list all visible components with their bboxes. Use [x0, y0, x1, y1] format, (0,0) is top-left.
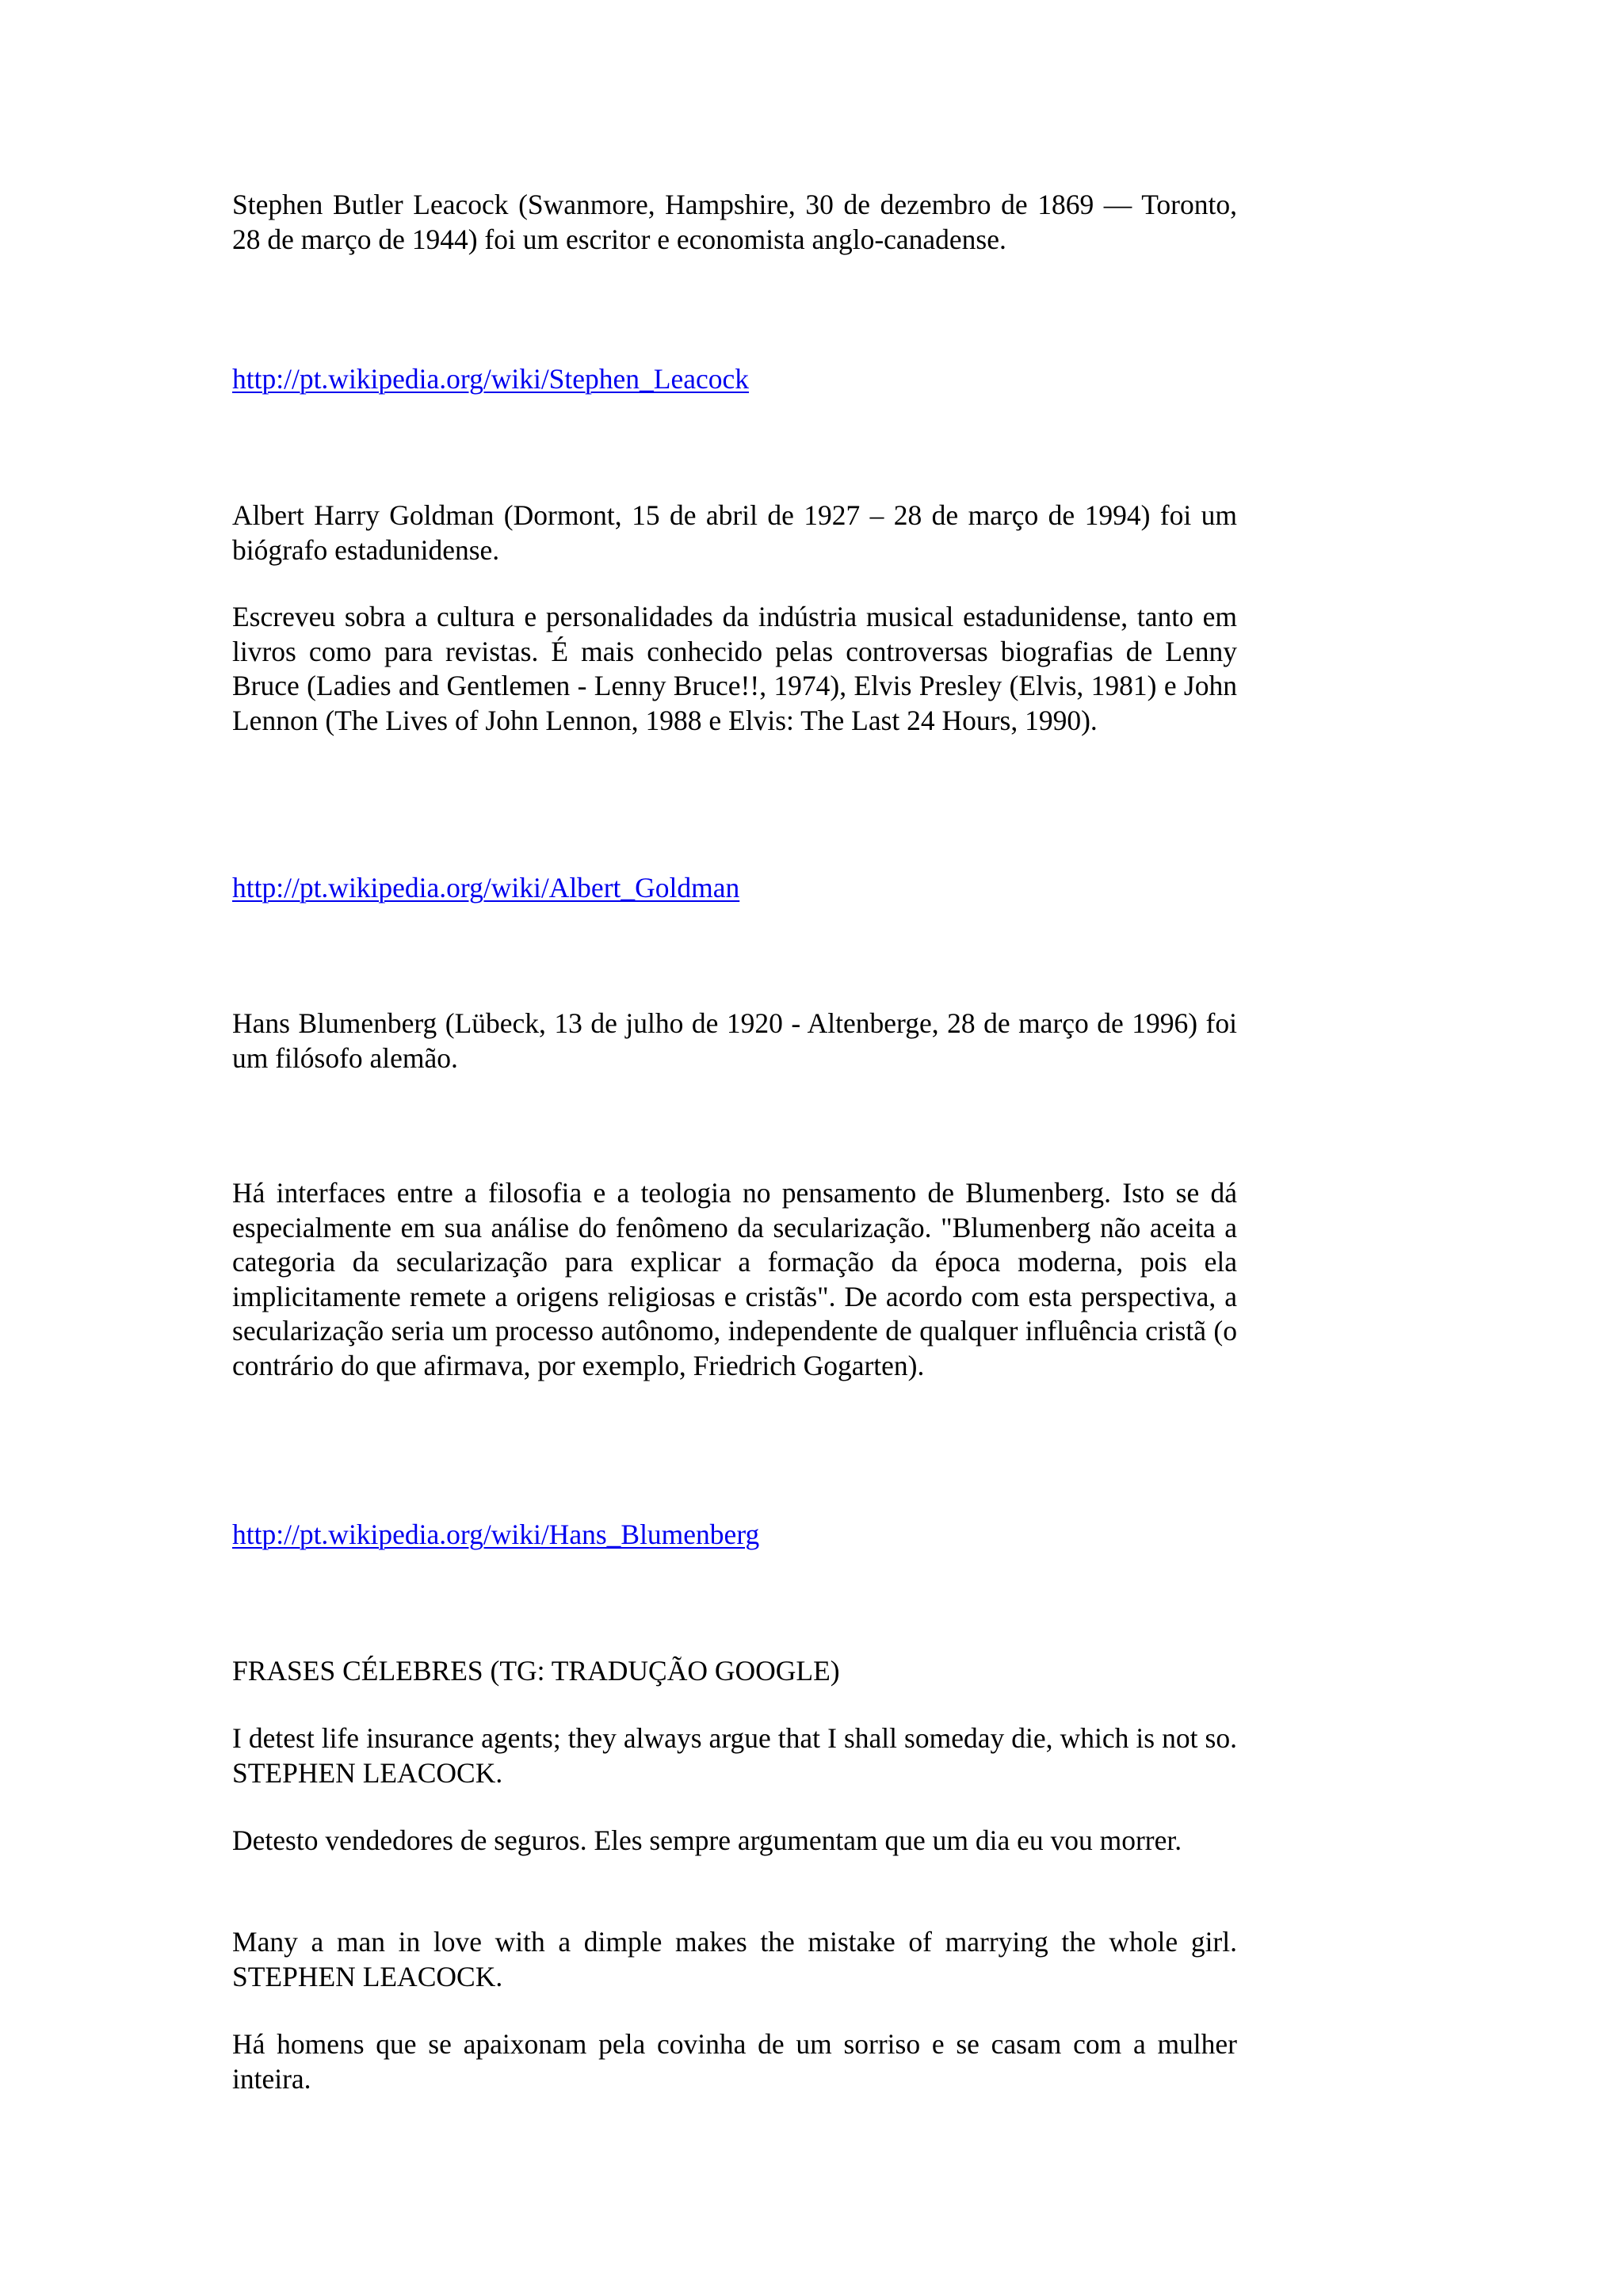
quote-item: Many a man in love with a dimple makes the mistake of marrying the whole girl. STEPHEN LEACOCK. — [232, 1926, 1237, 1992]
goldman-wikipedia-link[interactable]: http://pt.wikipedia.org/wiki/Albert_Goldman — [232, 872, 740, 904]
blumenberg-thought-paragraph: Há interfaces entre a filosofia e a teologia no pensamento de Blumenberg. Isto se dá especialmente em sua análise do fenômeno da secularização. "Blumenberg não aceita a categoria da secularização para explicar a formação da época moderna, pois ela implicitamente remete a origens religiosas e cristãs". De acordo com esta perspectiva, a secularização seria um processo autônomo, independente de qualquer influência cristã (o contrário do que afirmava, por exemplo, Friedrich Gogarten). — [232, 1177, 1237, 1381]
quotes-heading: FRASES CÉLEBRES (TG: TRADUÇÃO GOOGLE) — [232, 1655, 840, 1687]
leacock-bio-paragraph: Stephen Butler Leacock (Swanmore, Hampshire, 30 de dezembro de 1869 — Toronto, 28 de março de 1944) foi um escritor e economista anglo-canadense. — [232, 189, 1237, 255]
blumenberg-bio-paragraph: Hans Blumenberg (Lübeck, 13 de julho de 1920 - Altenberge, 28 de março de 1996) foi um filósofo alemão. — [232, 1007, 1237, 1074]
quote-item: Há homens que se apaixonam pela covinha de um sorriso e se casam com a mulher inteira. — [232, 2028, 1237, 2095]
goldman-bio-paragraph: Albert Harry Goldman (Dormont, 15 de abril de 1927 – 28 de março de 1994) foi um biógrafo estadunidense. — [232, 499, 1237, 566]
leacock-wikipedia-link[interactable]: http://pt.wikipedia.org/wiki/Stephen_Leacock — [232, 363, 750, 395]
quote-item: I detest life insurance agents; they always argue that I shall someday die, which is not so. STEPHEN LEACOCK. — [232, 1722, 1237, 1789]
quote-item: Detesto vendedores de seguros. Eles sempre argumentam que um dia eu vou morrer. — [232, 1824, 1182, 1856]
goldman-works-paragraph: Escreveu sobra a cultura e personalidades da indústria musical estadunidense, tanto em livros como para revistas. É mais conhecido pelas controversas biografias de Lenny Bruce (Ladies and Gentlemen - Lenny Bruce!!, 1974), Elvis Presley (Elvis, 1981) e John Lennon (The Lives of John Lennon, 1988 e Elvis: The Last 24 Hours, 1990). — [232, 601, 1237, 736]
blumenberg-wikipedia-link[interactable]: http://pt.wikipedia.org/wiki/Hans_Blumenberg — [232, 1519, 760, 1550]
